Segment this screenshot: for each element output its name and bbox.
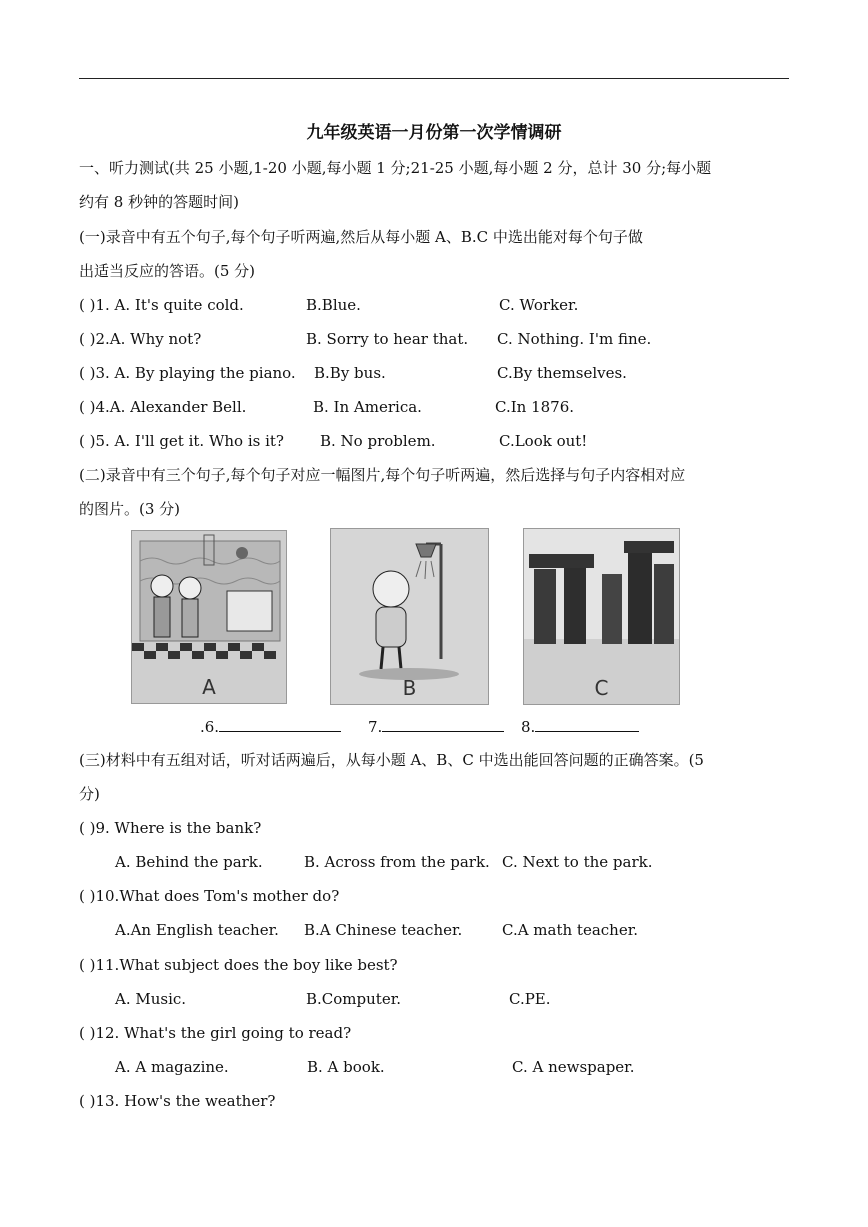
section1-heading-line1: 一、听力测试(共 25 小题,1-20 小题,每小题 1 分;21-25 小题,每小题 2 分，总计 30 分;每小题 bbox=[79, 159, 712, 177]
question-9-option-c: C. Next to the park. bbox=[502, 853, 653, 871]
answer-7[interactable] bbox=[368, 717, 504, 737]
question-11-stem: ( )11.What subject does the boy like best? bbox=[79, 956, 398, 974]
part3-instruction-line1: (三)材料中有五组对话，听对话两遍后，从每小题 A、B、C 中选出能回答问题的正确答案。(5 bbox=[79, 751, 704, 769]
question-5-option-b: B. No problem. bbox=[320, 432, 436, 450]
question-4-option-c: C.In 1876. bbox=[495, 398, 575, 416]
question-12-option-b: B. A book. bbox=[307, 1058, 385, 1076]
question-5-stem: ( )5. A. I'll get it. Who is it? bbox=[79, 432, 284, 450]
answer-7-blank[interactable] bbox=[382, 717, 504, 732]
part1-instruction-line2: 出适当反应的答语。(5 分) bbox=[79, 262, 256, 280]
question-10-option-a: A.An English teacher. bbox=[115, 921, 279, 939]
page-title: 九年级英语一月份第一次学情调研 bbox=[306, 123, 562, 143]
picture-c-stonehenge bbox=[523, 528, 680, 705]
question-11-option-c: C.PE. bbox=[509, 990, 551, 1008]
answer-8[interactable] bbox=[521, 717, 639, 737]
question-3-option-b: B.By bus. bbox=[314, 364, 386, 382]
picture-c-label: C bbox=[594, 676, 609, 700]
question-10-option-b: B.A Chinese teacher. bbox=[304, 921, 463, 939]
header-rule bbox=[79, 78, 789, 79]
picture-a-swimming-pool bbox=[131, 530, 287, 704]
question-1-stem: ( )1. A. It's quite cold. bbox=[79, 296, 244, 314]
question-2-option-c: C. Nothing. I'm fine. bbox=[497, 330, 652, 348]
question-10-option-c: C.A math teacher. bbox=[502, 921, 639, 939]
answer-6[interactable] bbox=[200, 717, 341, 737]
part2-instruction-line2: 的图片。(3 分) bbox=[79, 500, 181, 518]
question-13-stem: ( )13. How's the weather? bbox=[79, 1092, 276, 1110]
question-3-stem: ( )3. A. By playing the piano. bbox=[79, 364, 296, 382]
question-1-option-c: C. Worker. bbox=[499, 296, 579, 314]
answer-8-blank[interactable] bbox=[535, 717, 639, 732]
question-9-option-a: A. Behind the park. bbox=[115, 853, 263, 871]
question-4-stem: ( )4.A. Alexander Bell. bbox=[79, 398, 247, 416]
picture-b-label: B bbox=[402, 676, 417, 700]
answer-6-number: .6. bbox=[200, 718, 220, 736]
question-12-option-c: C. A newspaper. bbox=[512, 1058, 635, 1076]
picture-a-label: A bbox=[202, 675, 216, 699]
question-9-option-b: B. Across from the park. bbox=[304, 853, 490, 871]
question-2-option-b: B. Sorry to hear that. bbox=[306, 330, 469, 348]
question-11-option-a: A. Music. bbox=[115, 990, 187, 1008]
part2-instruction-line1: (二)录音中有三个句子,每个句子对应一幅图片,每个句子听两遍，然后选择与句子内容相对应 bbox=[79, 466, 686, 484]
answer-6-blank[interactable] bbox=[219, 717, 341, 732]
question-1-option-b: B.Blue. bbox=[306, 296, 361, 314]
question-11-option-b: B.Computer. bbox=[306, 990, 401, 1008]
question-3-option-c: C.By themselves. bbox=[497, 364, 627, 382]
question-10-stem: ( )10.What does Tom's mother do? bbox=[79, 887, 340, 905]
section1-heading-line2: 约有 8 秒钟的答题时间) bbox=[79, 193, 239, 211]
answer-7-number: 7. bbox=[368, 718, 383, 736]
question-12-option-a: A. A magazine. bbox=[115, 1058, 229, 1076]
question-4-option-b: B. In America. bbox=[313, 398, 422, 416]
question-9-stem: ( )9. Where is the bank? bbox=[79, 819, 262, 837]
part3-instruction-line2: 分) bbox=[79, 785, 100, 803]
answer-8-number: 8. bbox=[521, 718, 536, 736]
question-2-stem: ( )2.A. Why not? bbox=[79, 330, 202, 348]
question-12-stem: ( )12. What's the girl going to read? bbox=[79, 1024, 352, 1042]
part1-instruction-line1: (一)录音中有五个句子,每个句子听两遍,然后从每小题 A、B.C 中选出能对每个句子做 bbox=[79, 228, 643, 246]
picture-b-shower bbox=[330, 528, 489, 705]
question-5-option-c: C.Look out! bbox=[499, 432, 588, 450]
